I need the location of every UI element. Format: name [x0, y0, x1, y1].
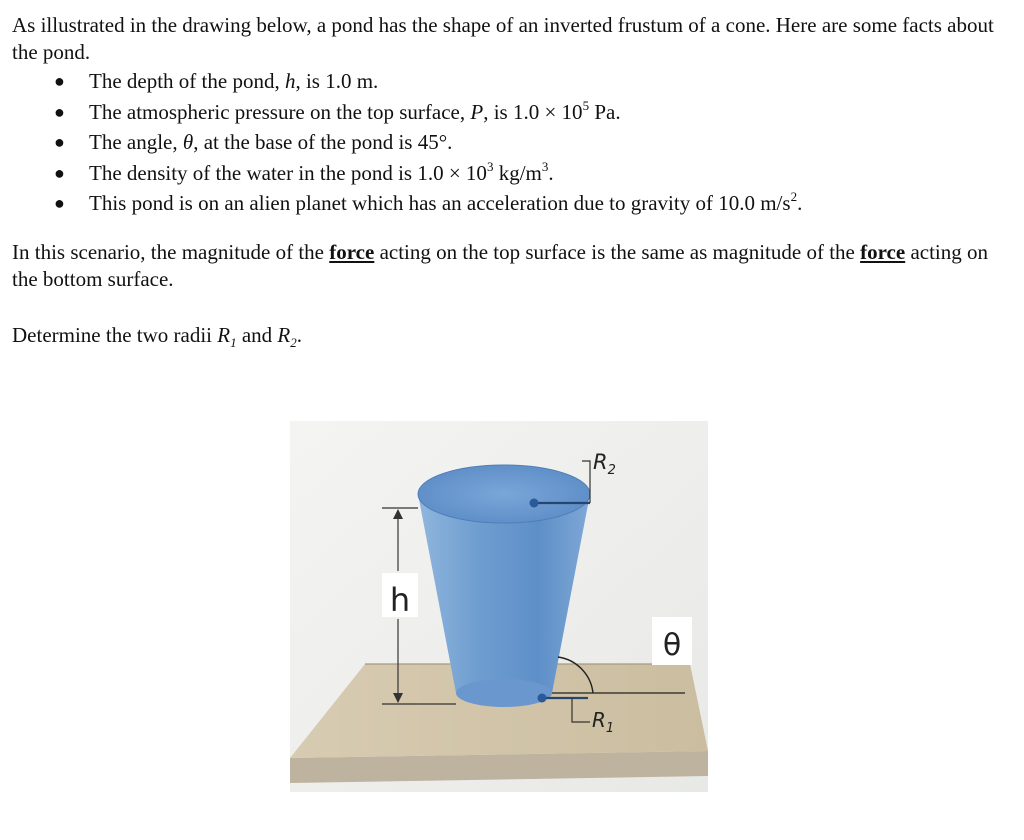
- bullet-icon: ●: [54, 101, 65, 122]
- document-body: [12, 12, 1002, 349]
- label-r2: $R_2$: [593, 450, 616, 478]
- fact-depth: ● The depth of the pond, h, is 1.0 m.: [12, 66, 1002, 97]
- pond-diagram: [290, 421, 708, 792]
- pond-bottom-surface: [456, 679, 552, 707]
- question-paragraph: Determine the two radii $R_1$ and $R_2$.: [12, 322, 302, 350]
- bullet-icon: ●: [54, 71, 65, 91]
- fact-pressure: ● The atmospheric pressure on the top surface, P, is $1.0 \times 10^5$ Pa.: [12, 97, 1002, 128]
- fact-density: ● The density of the water in the pond is $1.0 \times 10^3$ $kg/m^3$.: [12, 158, 1002, 189]
- intro-paragraph: As illustrated in the drawing below, a pond has the shape of an inverted frustum of a cone. Here are some facts about the pond.: [12, 13, 994, 64]
- top-center-dot: [530, 499, 539, 508]
- label-h: h: [389, 581, 411, 619]
- scenario-paragraph: In this scenario, the magnitude of the force acting on the top surface is the same as magnitude of the force acting on the bottom surface.: [12, 239, 988, 291]
- facts-list: [12, 66, 1002, 219]
- label-theta: θ: [662, 628, 682, 663]
- label-r1: $R_1$: [592, 708, 615, 736]
- bottom-center-dot: [538, 694, 547, 703]
- bullet-icon: ●: [54, 162, 65, 183]
- bullet-icon: ●: [54, 132, 65, 152]
- force-term: force: [860, 239, 906, 264]
- pond-top-surface: [418, 465, 590, 523]
- pond-figure: [290, 421, 708, 792]
- fact-angle: ● The angle, θ, at the base of the pond is 45°.: [12, 127, 1002, 158]
- force-term: force: [329, 239, 375, 264]
- fact-gravity: ● This pond is on an alien planet which has an acceleration due to gravity of 10.0 $m/s^2$.: [12, 188, 1002, 219]
- bullet-icon: ●: [54, 193, 65, 213]
